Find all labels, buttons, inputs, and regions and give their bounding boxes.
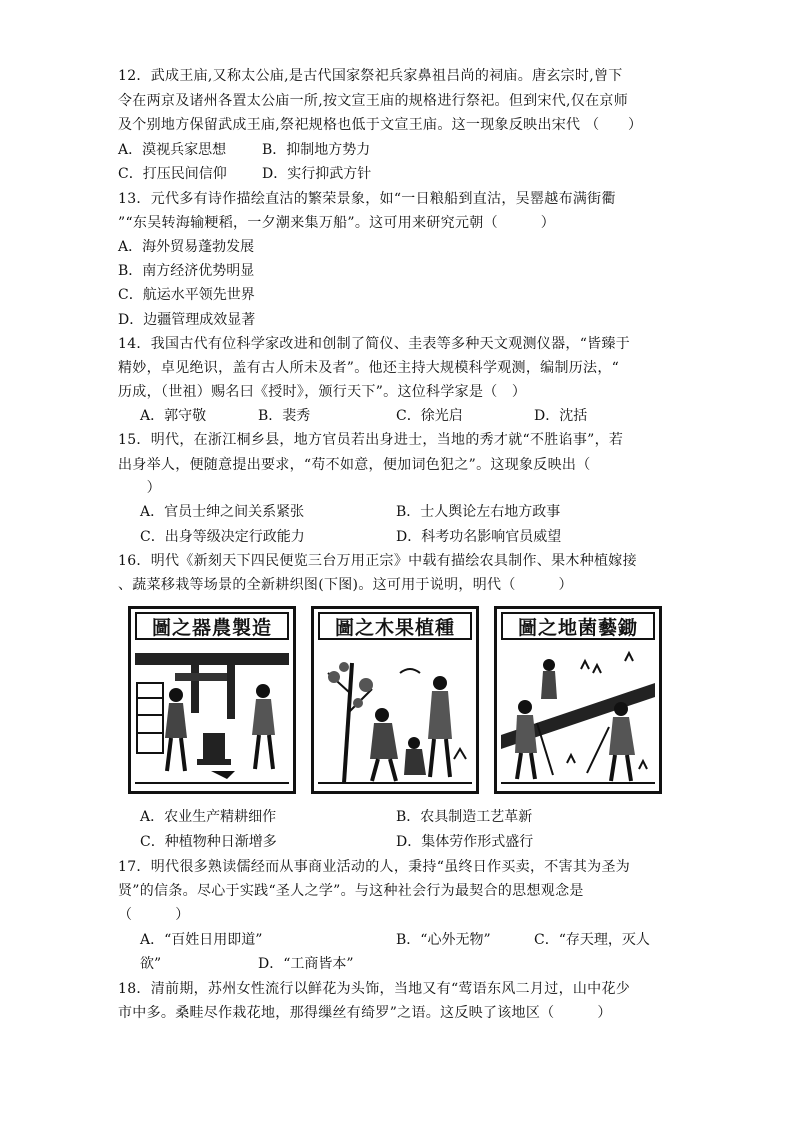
q13-option-b: B．南方经济优势明显: [118, 263, 255, 279]
q16-option-d: D．集体劳作形式盛行: [396, 834, 534, 850]
q15-stem-line-1: 15．明代，在浙江桐乡县，地方官员若出身进士，当地的秀才就“不胜谄事”，若: [118, 432, 624, 448]
q17-option-b: B．“心外无物”: [396, 932, 491, 948]
q17-stem-line-3: （ ）: [118, 907, 190, 923]
q14-stem-line-2: 精妙，卓见绝识，盖有古人所未及者”。他还主持大规模科学观测，编制历法，“: [118, 360, 620, 376]
q13-stem-line-2: ”“东吴转海输粳稻，一夕潮来集万船”。这可用来研究元朝（ ）: [118, 215, 556, 231]
q14-stem-line-1: 14．我国古代有位科学家改进和创制了简仪、圭表等多种天文观测仪器，“皆臻于: [118, 336, 631, 352]
panel-fruit-tree: [311, 606, 479, 794]
q18-stem-line-2: 市中多。桑畦尽作栽花地，那得缫丝有绮罗”之语。这反映了该地区（ ）: [118, 1005, 612, 1021]
panel-2-title: 圖之木果植種: [318, 612, 472, 640]
q12-option-d: D．实行抑武方针: [262, 166, 372, 182]
q16-stem-line-1: 16．明代《新刻天下四民便览三台万用正宗》中载有描绘农具制作、果木种植嫁接: [118, 553, 637, 569]
q14-option-c: C．徐光启: [396, 408, 463, 424]
tool-making-illustration: [131, 643, 293, 791]
q17-option-c: C．“存天理，灭人: [534, 932, 650, 948]
q17-option-c-continued: 欲”: [140, 956, 162, 972]
q16-option-a: A．农业生产精耕细作: [140, 809, 277, 825]
panel-tool-making: [128, 606, 296, 794]
q14-option-b: B．裴秀: [258, 408, 311, 424]
q17-stem-line-1: 17．明代很多熟读儒经而从事商业活动的人，秉持“虽终日作买卖，不害其为圣为: [118, 859, 631, 875]
q15-option-b: B．士人舆论左右地方政事: [396, 504, 561, 520]
q15-option-a: A．官员士绅之间关系紧张: [140, 504, 305, 520]
q12-stem-line-3: 及个别地方保留武成王庙,祭祀规格也低于文宣王庙。这一现象反映出宋代 （ ）: [118, 117, 643, 133]
q15-stem-line-2: 出身举人，便随意提出要求，“苟不如意，便加词色犯之”。这现象反映出（: [118, 457, 591, 473]
q17-option-d: D．“工商皆本”: [258, 956, 354, 972]
q16-stem-line-2: 、蔬菜移栽等场景的全新耕织图(下图)。这可用于说明，明代（ ）: [118, 577, 573, 593]
q15-option-d: D．科考功名影响官员威望: [396, 529, 562, 545]
q14-option-d: D．沈括: [534, 408, 588, 424]
woodblock-print-figure: [128, 606, 662, 794]
q14-stem-line-3: 历成，（世祖）赐名曰《授时》，颁行天下”。这位科学家是（ ）: [118, 384, 527, 400]
q13-option-d: D．边疆管理成效显著: [118, 312, 256, 328]
q13-option-c: C．航运水平领先世界: [118, 287, 255, 303]
q14-option-a: A．郭守敬: [140, 408, 207, 424]
q18-stem-line-1: 18．清前期，苏州女性流行以鲜花为头饰，当地又有“莺语东风二月过，山中花少: [118, 981, 631, 997]
panel-1-title: 圖之器農製造: [135, 612, 289, 640]
q12-option-c: C．打压民间信仰: [118, 166, 227, 182]
panel-3-title: 圖之地菌藝鋤: [501, 612, 655, 640]
q17-stem-line-2: 贤”的信条。尽心于实践“圣人之学”。与这种社会行为最契合的思想观念是: [118, 883, 584, 899]
q13-option-a: A．海外贸易蓬勃发展: [118, 239, 255, 255]
q16-option-b: B．农具制造工艺革新: [396, 809, 533, 825]
q15-stem-line-3: ）: [118, 480, 161, 496]
vegetable-planting-illustration: [497, 643, 659, 791]
q12-option-a: A．漠视兵家思想: [118, 142, 227, 158]
q12-option-b: B．抑制地方势力: [262, 142, 371, 158]
q17-option-a: A．“百姓日用即道”: [140, 932, 263, 948]
q15-option-c: C．出身等级决定行政能力: [140, 529, 305, 545]
fruit-tree-illustration: [314, 643, 476, 791]
q13-stem-line-1: 13．元代多有诗作描绘直沽的繁荣景象，如“一日粮船到直沽，吴罂越布满街衢: [118, 191, 616, 207]
q12-stem-line-2: 令在两京及诸州各置太公庙一所,按文宣王庙的规格进行祭祀。但到宋代,仅在京师: [118, 93, 628, 109]
panel-vegetable-planting: [494, 606, 662, 794]
q16-option-c: C．种植物种日渐增多: [140, 834, 277, 850]
q12-stem-line-1: 12．武成王庙,又称太公庙,是古代国家祭祀兵家鼻祖吕尚的祠庙。唐玄宗时,曾下: [118, 68, 623, 84]
